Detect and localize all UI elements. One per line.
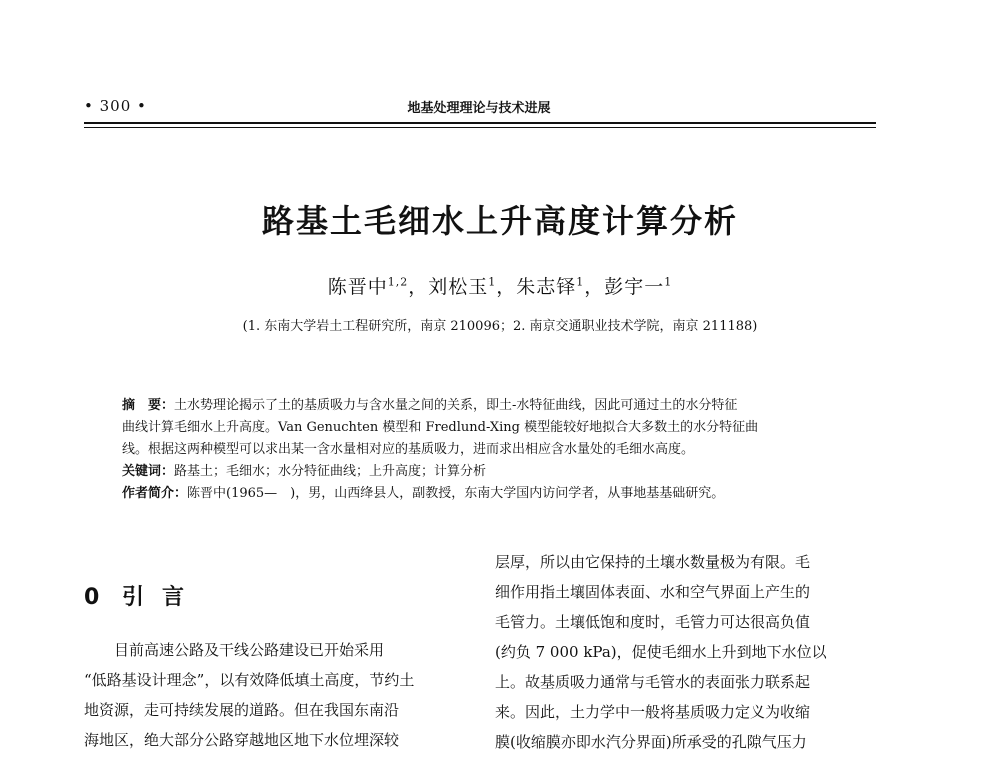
keywords-line [122, 461, 847, 483]
bio-text: 陈晋中(1965— )，男，山西绛县人，副教授，东南大学国内访问学者，从事地基基础研究。 [187, 486, 725, 501]
author-separator: ， [496, 276, 517, 298]
author-separator: ， [408, 276, 429, 298]
section-title-char: 引 [122, 585, 145, 610]
body-line: 地资源，走可持续发展的道路。但在我国东南沿 [84, 701, 400, 719]
abstract-text: 土水势理论揭示了土的基质吸力与含水量之间的关系，即土-水特征曲线，因此可通过土的水分特征 [174, 398, 738, 413]
right-column-text [495, 547, 880, 757]
body-line: 目前高速公路及干线公路建设已开始采用 [114, 641, 385, 659]
keywords-text: 路基土；毛细水；水分特征曲线；上升高度；计算分析 [174, 464, 487, 479]
header-rule-thick [84, 122, 876, 124]
author-name: 彭宇一 [604, 276, 665, 298]
body-line: 上。故基质吸力通常与毛管水的表面张力联系起 [495, 673, 811, 691]
author-name: 刘松玉 [428, 276, 489, 298]
abstract-text: 曲线计算毛细水上升高度。Van Genuchten 模型和 Fredlund-Xing 模型能较好地拟合大多数土的水分特征曲 [122, 420, 759, 435]
section-number: 0 [84, 585, 100, 610]
author-affiliation-mark: 1 [664, 275, 673, 289]
keywords-label: 关键词： [122, 464, 175, 479]
body-line: 细作用指土壤固体表面、水和空气界面上产生的 [495, 583, 811, 601]
abstract-block [122, 395, 847, 505]
author-affiliation-mark: 1,2 [387, 275, 409, 289]
body-line: 膜(收缩膜亦即水汽分界面)所承受的孔隙气压力 [495, 733, 807, 751]
section-title-char: 言 [162, 585, 185, 610]
affiliations: (1. 东南大学岩土工程研究所，南京 210096；2. 南京交通职业技术学院，南京 211188) [242, 319, 758, 334]
author-name: 陈晋中 [327, 276, 388, 298]
author-separator: ， [584, 276, 605, 298]
running-header [84, 97, 874, 119]
body-line: 来。因此，土力学中一般将基质吸力定义为收缩 [495, 703, 811, 721]
article-title: 路基土毛细水上升高度计算分析 [261, 202, 738, 240]
bio-label: 作者简介： [122, 486, 188, 501]
body-line: 海地区，绝大部分公路穿越地区地下水位埋深较 [84, 731, 400, 749]
author-affiliation-mark: 1 [576, 275, 585, 289]
abstract-line [122, 395, 847, 417]
header-rule-thin [84, 127, 876, 128]
body-line: (约负 7 000 kPa)，促使毛细水上升到地下水位以 [495, 643, 827, 661]
body-line: 毛管力。土壤低饱和度时，毛管力可达很高负值 [495, 613, 811, 631]
author-name: 朱志铎 [516, 276, 577, 298]
body-line: 层厚，所以由它保持的土壤水数量极为有限。毛 [495, 553, 811, 571]
author-affiliation-mark: 1 [488, 275, 497, 289]
journal-title: 地基处理理论与技术进展 [407, 101, 551, 116]
author-list [0, 272, 1000, 299]
section-heading [84, 580, 464, 611]
body-line: “低路基设计理念”，以有效降低填土高度，节约土 [84, 671, 415, 689]
left-column-text [84, 635, 464, 755]
page-number: • 300 • [84, 97, 147, 115]
abstract-label: 摘 要： [122, 398, 175, 413]
abstract-text: 线。根据这两种模型可以求出某一含水量相对应的基质吸力，进而求出相应含水量处的毛细水高度。 [122, 442, 695, 457]
author-bio-line [122, 483, 847, 505]
